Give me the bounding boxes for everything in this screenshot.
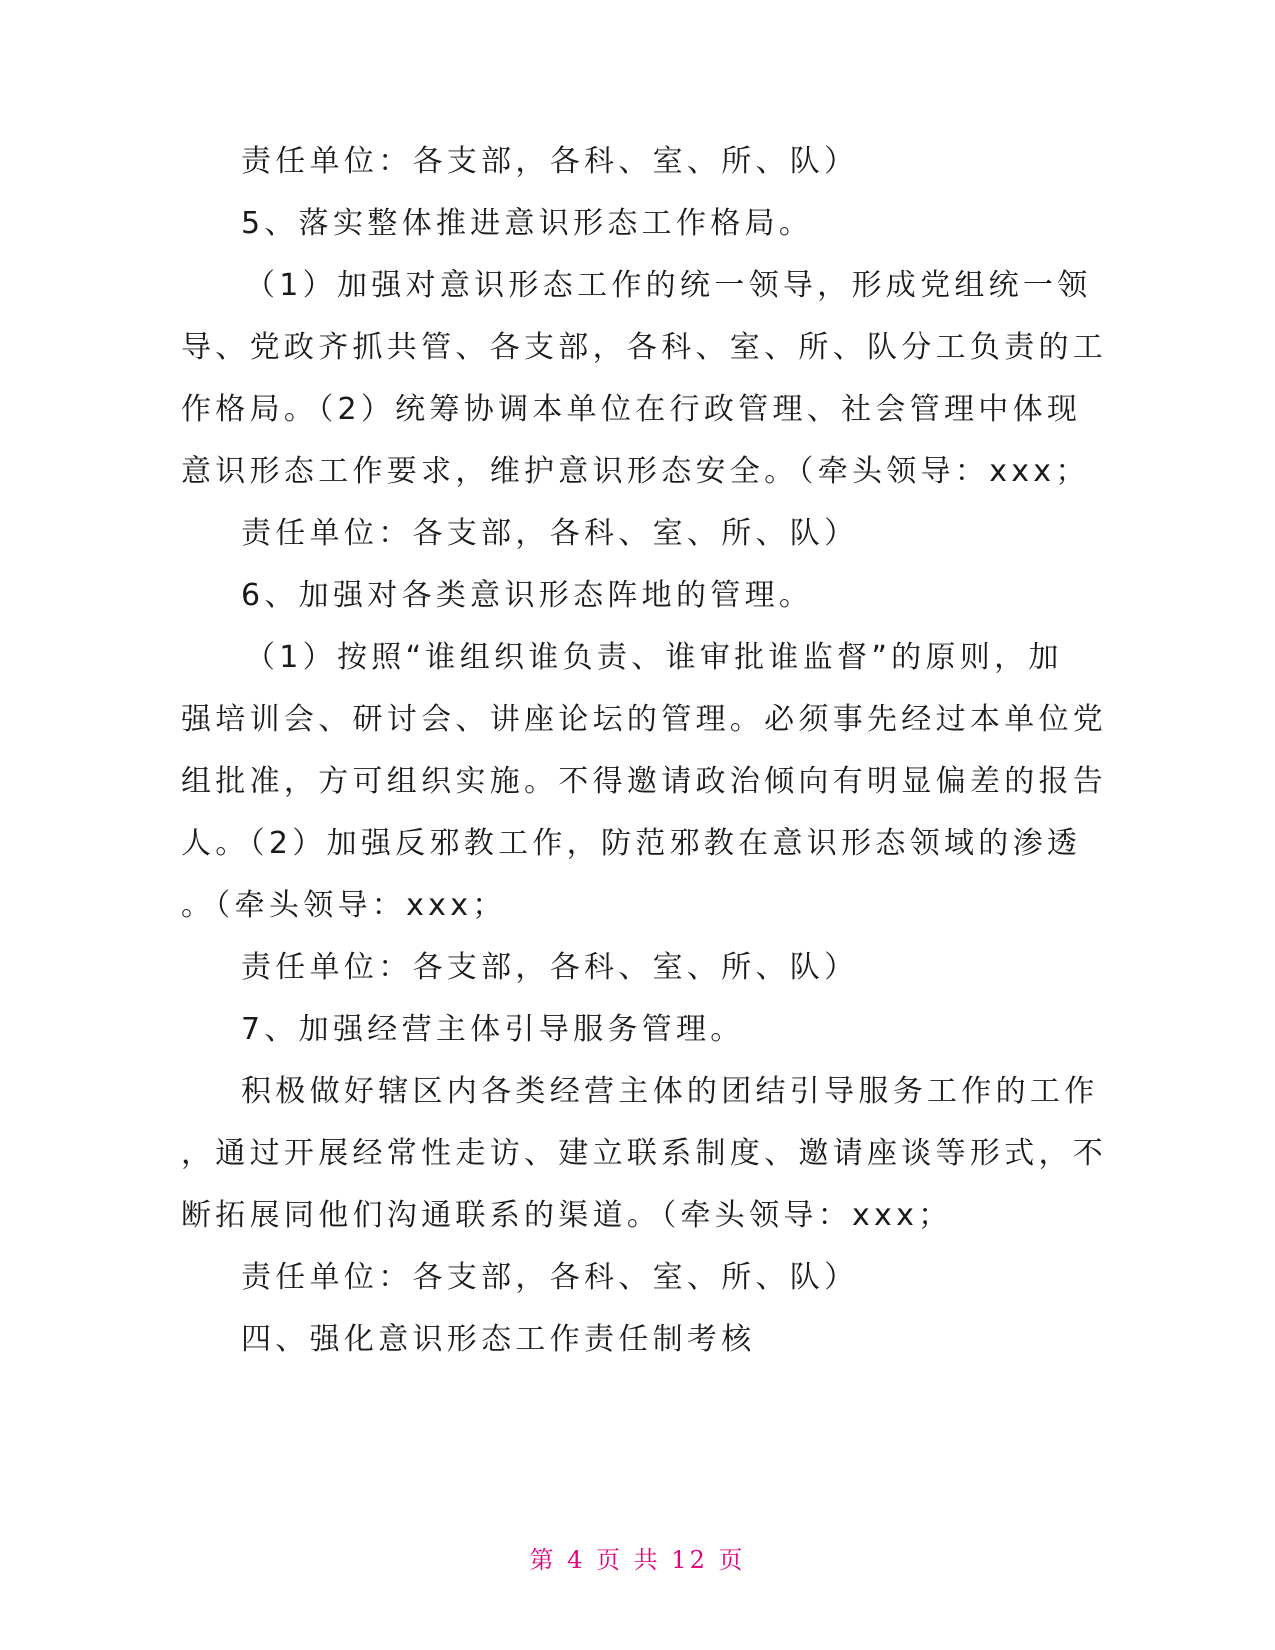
paragraph-line: 人。（2）加强反邪教工作，防范邪教在意识形态领域的渗透 [181,826,1082,861]
paragraph-line: （1）按照“谁组织谁负责、谁审批谁监督”的原则，加 [245,640,1063,675]
paragraph-line: 积极做好辖区内各类经营主体的团结引导服务工作的工作 [241,1074,1099,1109]
responsibility-line: 责任单位：各支部，各科、室、所、队） [241,144,859,179]
paragraph-line: 意识形态工作要求，维护意识形态安全。（牵头领导：xxx； [181,454,1090,489]
paragraph-line: 组批准，方可组织实施。不得邀请政治倾向有明显偏差的报告 [181,764,1108,799]
chapter-heading: 四、强化意识形态工作责任制考核 [241,1322,756,1357]
section-heading: 6、加强对各类意识形态阵地的管理。 [241,578,814,613]
paragraph-line: 作格局。（2）统筹协调本单位在行政管理、社会管理中体现 [181,392,1082,427]
paragraph-line: （1）加强对意识形态工作的统一领导，形成党组统一领 [245,268,1092,303]
responsibility-line: 责任单位：各支部，各科、室、所、队） [241,1260,859,1295]
paragraph-line: 断拓展同他们沟通联系的渠道。（牵头领导：xxx； [181,1198,953,1233]
section-heading: 5、落实整体推进意识形态工作格局。 [241,206,814,241]
paragraph-line: ，通过开展经常性走访、建立联系制度、邀请座谈等形式，不 [181,1136,1108,1171]
paragraph-line: 。（牵头领导：xxx； [181,888,507,923]
paragraph-line: 导、党政齐抓共管、各支部，各科、室、所、队分工负责的工 [181,330,1108,365]
responsibility-line: 责任单位：各支部，各科、室、所、队） [241,950,859,985]
responsibility-line: 责任单位：各支部，各科、室、所、队） [241,516,859,551]
paragraph-line: 强培训会、研讨会、讲座论坛的管理。必须事先经过本单位党 [181,702,1108,737]
section-heading: 7、加强经营主体引导服务管理。 [241,1012,745,1047]
page-number: 第 4 页 共 12 页 [529,1546,746,1574]
